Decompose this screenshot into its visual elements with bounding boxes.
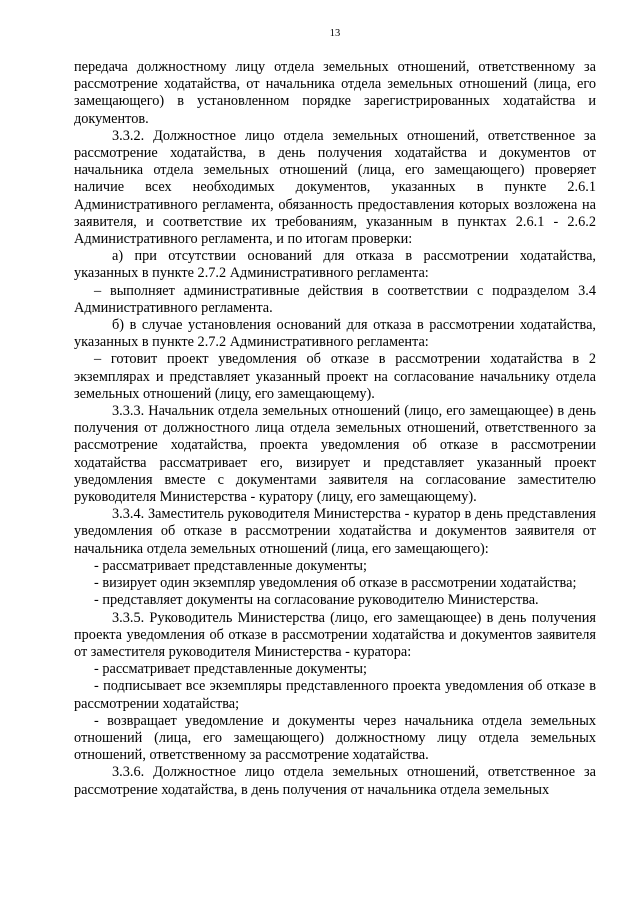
paragraph-3-3-2: 3.3.2. Должностное лицо отдела земельных отношений, ответственное за рассмотрение ходатайства, в день получения ходатайства и документов от начальника отдела земельных отношений (лица, его замещающего) проверяет наличие всех необходимых документов, указанных в пункте 2.6.1 Административного регламента, обязанность предоставления которых возложена на заявителя, и соответствие их требованиям, указанным в пунктах 2.6.1 - 2.6.2 Административного регламента, и по итогам проверки: xyxy=(74,127,596,248)
paragraph-3-3-5-item-3: - возвращает уведомление и документы через начальника отдела земельных отношений (лица, его замещающего) должностному лицу отдела земельных отношений, ответственному за рассмотрение ходатайства. xyxy=(74,712,596,764)
paragraph-3-3-4: 3.3.4. Заместитель руководителя Министерства - куратор в день представления уведомления об отказе в рассмотрении ходатайства и документов заявителя от начальника отдела земельных отношений (лица, его замещающего): xyxy=(74,506,596,557)
paragraph-3-3-4-item-1: - рассматривает представленные документы; xyxy=(94,557,367,574)
paragraph-3-3-6: 3.3.6. Должностное лицо отдела земельных отношений, ответственное за рассмотрение ходатайства, в день получения от начальника отдела земельных xyxy=(74,764,596,798)
paragraph-3-3-2-b: б) в случае установления оснований для отказа в рассмотрении ходатайства, указанных в пункте 2.7.2 Административного регламента: xyxy=(74,317,596,351)
page-number: 13 xyxy=(329,28,341,39)
paragraph-3-3-4-item-3: - представляет документы на согласование руководителю Министерства. xyxy=(94,592,539,609)
paragraph-3-3-2-b-item: – готовит проект уведомления об отказе в рассмотрении ходатайства в 2 экземплярах и представляет указанный проект на согласование начальнику отдела земельных отношений (лицу, его замещающему). xyxy=(74,351,596,402)
paragraph-3-3-2-a: а) при отсутствии оснований для отказа в рассмотрении ходатайства, указанных в пункте 2.7.2 Административного регламента: xyxy=(74,248,596,282)
paragraph-transfer-continuation: передача должностному лицу отдела земельных отношений, ответственному за рассмотрение ходатайства, от начальника отдела земельных отношений (лица, его замещающего) в установленном порядке зарегистрированных ходатайства и документов. xyxy=(74,59,596,127)
paragraph-3-3-3: 3.3.3. Начальник отдела земельных отношений (лицо, его замещающее) в день получения от должностного лица отдела земельных отношений, ответственного за рассмотрение ходатайства, проекта уведомления об отказе в рассмотрении ходатайства рассматривает его, визирует и представляет указанный проект уведомления вместе с документами заявителя на согласование заместителю руководителя Министерства - куратору (лицу, его замещающему). xyxy=(74,403,596,506)
document-body xyxy=(74,59,596,799)
paragraph-3-3-5: 3.3.5. Руководитель Министерства (лицо, его замещающее) в день получения проекта уведомления об отказе в рассмотрении ходатайства и документов заявителя от заместителя руководителя Министерства - куратора: xyxy=(74,609,596,660)
paragraph-3-3-2-a-item: – выполняет административные действия в соответствии с подразделом 3.4 Административного регламента. xyxy=(74,282,596,316)
paragraph-3-3-4-item-2: - визирует один экземпляр уведомления об отказе в рассмотрении ходатайства; xyxy=(94,575,577,592)
paragraph-3-3-5-item-2: - подписывает все экземпляры представленного проекта уведомления об отказе в рассмотрении ходатайства; xyxy=(74,678,596,712)
paragraph-3-3-5-item-1: - рассматривает представленные документы; xyxy=(94,661,367,678)
